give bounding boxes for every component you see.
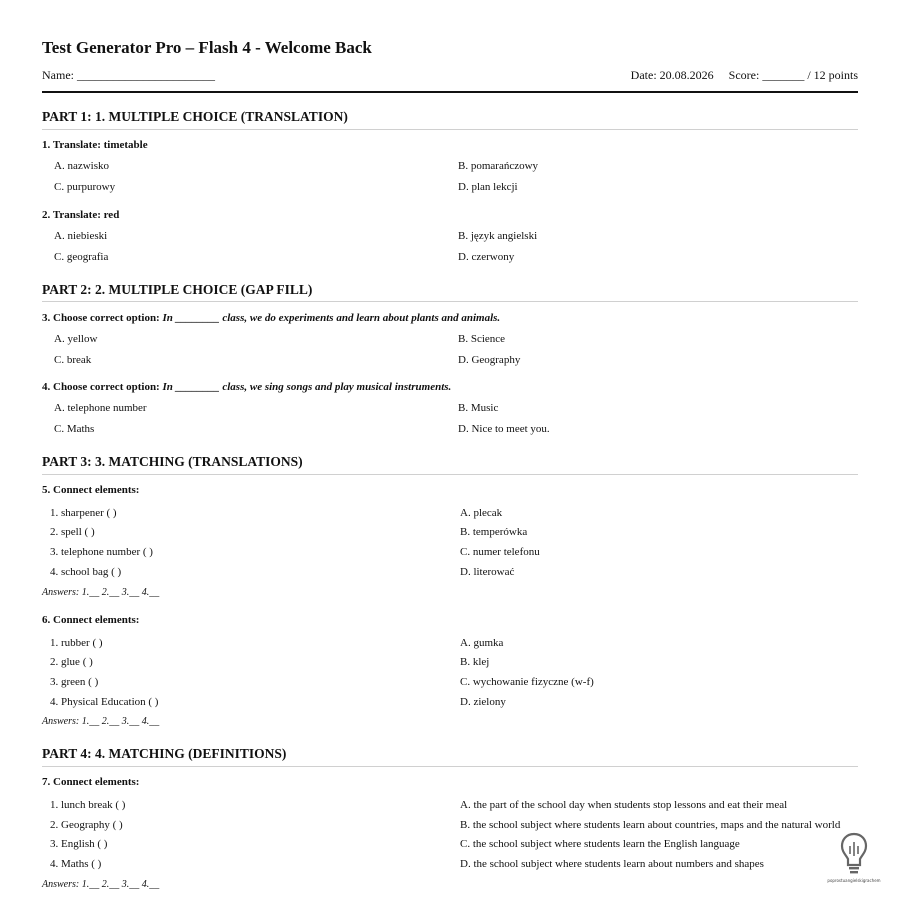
- header-divider: [42, 91, 858, 93]
- q3-option-b: B. Science: [458, 333, 506, 345]
- question-2: 2. Translate: red: [42, 209, 120, 221]
- q1-option-b: B. pomarańczowy: [458, 160, 539, 172]
- part-2-title: PART 2: 2. MULTIPLE CHOICE (GAP FILL): [42, 282, 313, 297]
- q3-option-a: A. yellow: [54, 333, 98, 345]
- q4-option-d: D. Nice to meet you.: [458, 423, 550, 435]
- q5-left-4: 4. school bag ( ): [50, 566, 122, 578]
- q6-right-a: A. gumka: [460, 637, 504, 649]
- name-field: Name: _______________________: [42, 68, 215, 82]
- q6-right-c: C. wychowanie fizyczne (w-f): [460, 676, 594, 688]
- question-1: 1. Translate: timetable: [42, 139, 148, 151]
- score-field: Score: _______ / 12 points: [728, 68, 858, 82]
- q7-right-d: D. the school subject where students learn about numbers and shapes: [460, 858, 764, 870]
- part-1-divider: [42, 129, 858, 130]
- q5-left-2: 2. spell ( ): [50, 526, 95, 538]
- page-title: Test Generator Pro – Flash 4 - Welcome Back: [42, 38, 372, 57]
- q6-left-2: 2. glue ( ): [50, 656, 93, 668]
- q6-right-d: D. zielony: [460, 696, 506, 708]
- q5-right-b: B. temperówka: [460, 526, 528, 538]
- q7-left-4: 4. Maths ( ): [50, 858, 102, 870]
- question-5: 5. Connect elements:: [42, 484, 140, 496]
- q5-answers: Answers: 1.__ 2.__ 3.__ 4.__: [42, 587, 160, 598]
- lightbulb-logo-icon: [840, 832, 868, 876]
- q7-left-1: 1. lunch break ( ): [50, 799, 126, 811]
- q2-option-d: D. czerwony: [458, 251, 515, 263]
- q4-option-b: B. Music: [458, 402, 499, 414]
- q1-option-a: A. nazwisko: [54, 160, 109, 172]
- q5-left-1: 1. sharpener ( ): [50, 507, 117, 519]
- q4-option-c: C. Maths: [54, 423, 95, 435]
- question-3: 3. Choose correct option: In ________ class, we do experiments and learn about plants and animals.: [42, 312, 501, 324]
- q1-option-c: C. purpurowy: [54, 181, 116, 193]
- q5-right-c: C. numer telefonu: [460, 546, 540, 558]
- q7-right-b: B. the school subject where students learn about countries, maps and the natural world: [460, 819, 841, 831]
- q7-right-a: A. the part of the school day when students stop lessons and eat their meal: [460, 799, 788, 811]
- q4-option-a: A. telephone number: [54, 402, 147, 414]
- q5-right-d: D. literować: [460, 566, 515, 578]
- q7-answers: Answers: 1.__ 2.__ 3.__ 4.__: [42, 879, 160, 890]
- question-6: 6. Connect elements:: [42, 614, 140, 626]
- q2-option-c: C. geografia: [54, 251, 109, 263]
- q6-left-4: 4. Physical Education ( ): [50, 696, 159, 708]
- part-1-title: PART 1: 1. MULTIPLE CHOICE (TRANSLATION): [42, 109, 348, 124]
- q3-option-c: C. break: [54, 354, 92, 366]
- part-4-title: PART 4: 4. MATCHING (DEFINITIONS): [42, 746, 287, 761]
- part-3-divider: [42, 474, 858, 475]
- q5-right-a: A. plecak: [460, 507, 503, 519]
- q6-right-b: B. klej: [460, 656, 490, 668]
- q2-option-b: B. język angielski: [458, 230, 538, 242]
- q6-answers: Answers: 1.__ 2.__ 3.__ 4.__: [42, 716, 160, 727]
- q7-right-c: C. the school subject where students learn the English language: [460, 838, 740, 850]
- part-3-title: PART 3: 3. MATCHING (TRANSLATIONS): [42, 454, 303, 469]
- q7-left-2: 2. Geography ( ): [50, 819, 123, 831]
- question-4: 4. Choose correct option: In ________ class, we sing songs and play musical instruments.: [42, 381, 452, 393]
- q5-left-3: 3. telephone number ( ): [50, 546, 153, 558]
- q1-option-d: D. plan lekcji: [458, 181, 518, 193]
- question-7: 7. Connect elements:: [42, 776, 140, 788]
- date-field: Date: 20.08.2026: [630, 68, 714, 82]
- logo-text: poprostuangielskigrachem: [827, 878, 881, 883]
- q7-left-3: 3. English ( ): [50, 838, 108, 850]
- part-2-divider: [42, 301, 858, 302]
- publisher-logo: [826, 832, 882, 886]
- q6-left-1: 1. rubber ( ): [50, 637, 103, 649]
- part-4-divider: [42, 766, 858, 767]
- q2-option-a: A. niebieski: [54, 230, 108, 242]
- q3-option-d: D. Geography: [458, 354, 521, 366]
- q6-left-3: 3. green ( ): [50, 676, 99, 688]
- header-fields: [42, 68, 858, 86]
